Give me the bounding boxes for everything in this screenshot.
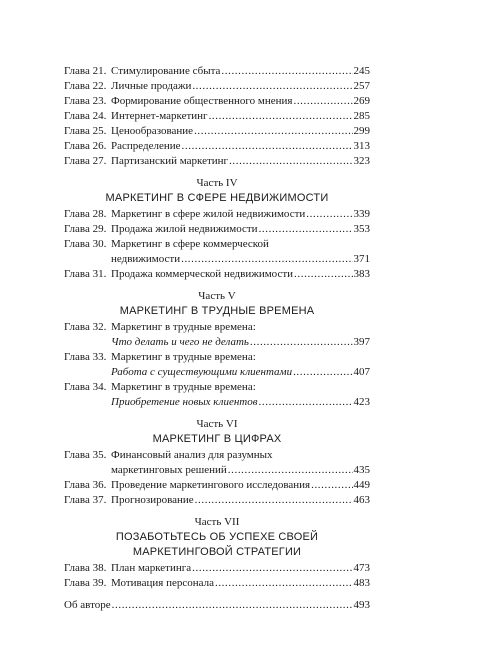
about-author-title: Об авторе bbox=[64, 599, 111, 611]
chapter-title: Маркетинг в трудные времена: bbox=[111, 381, 256, 393]
chapter-title: Продажа коммерческой недвижимости bbox=[111, 268, 294, 280]
page-number: 323 bbox=[353, 155, 370, 167]
chapter-title: Ценообразование bbox=[111, 125, 194, 137]
chapter-title: Финансовый анализ для разумных bbox=[111, 449, 273, 461]
dot-leader bbox=[293, 94, 352, 109]
part-label: Часть V bbox=[198, 290, 236, 302]
chapter-title: Стимулирование сбыта bbox=[111, 65, 221, 77]
page-number: 463 bbox=[353, 494, 370, 506]
dot-leader bbox=[259, 222, 353, 237]
chapter-number: Глава 31. bbox=[64, 268, 107, 280]
dot-leader bbox=[192, 561, 352, 576]
chapter-number: Глава 26. bbox=[64, 140, 107, 152]
chapter-number: Глава 35. bbox=[64, 449, 107, 461]
toc-entry-about bbox=[64, 598, 370, 613]
chapter-number: Глава 24. bbox=[64, 110, 107, 122]
chapter-title: Маркетинг в трудные времена: bbox=[111, 321, 256, 333]
toc-entry bbox=[64, 493, 370, 508]
page-number: 397 bbox=[353, 336, 370, 348]
toc-entry bbox=[64, 448, 370, 478]
page-number: 299 bbox=[353, 125, 370, 137]
chapter-title: Прогнозирование bbox=[111, 494, 194, 506]
page-number: 383 bbox=[353, 268, 370, 280]
toc-entry bbox=[64, 124, 370, 139]
page-number: 371 bbox=[353, 253, 370, 265]
toc-entry bbox=[64, 109, 370, 124]
chapter-title: Продажа жилой недвижимости bbox=[111, 223, 258, 235]
chapter-number: Глава 33. bbox=[64, 351, 107, 363]
dot-leader bbox=[306, 207, 352, 222]
part-title: МАРКЕТИНГ В ТРУДНЫЕ ВРЕМЕНА bbox=[119, 305, 315, 317]
dot-leader bbox=[194, 124, 352, 139]
dot-leader bbox=[250, 335, 353, 350]
chapter-number: Глава 39. bbox=[64, 577, 107, 589]
part-title: МАРКЕТИНГ В ЦИФРАХ bbox=[152, 433, 282, 445]
chapter-title: Проведение маркетингового исследования bbox=[111, 479, 311, 491]
page-number: 449 bbox=[353, 479, 370, 491]
toc-entry bbox=[64, 207, 370, 222]
toc-entry bbox=[64, 222, 370, 237]
chapter-number: Глава 38. bbox=[64, 562, 107, 574]
dot-leader bbox=[221, 64, 352, 79]
part-label: Часть VII bbox=[194, 516, 240, 528]
dot-leader bbox=[209, 109, 353, 124]
chapter-number: Глава 36. bbox=[64, 479, 107, 491]
toc-entry bbox=[64, 320, 370, 350]
chapter-title: Интернет-маркетинг bbox=[111, 110, 208, 122]
dot-leader bbox=[228, 463, 353, 478]
chapter-title: Маркетинг в трудные времена: bbox=[111, 351, 256, 363]
chapter-number: Глава 37. bbox=[64, 494, 107, 506]
page-number: 269 bbox=[353, 95, 370, 107]
toc-entry bbox=[64, 380, 370, 410]
part-title: МАРКЕТИНГ В СФЕРЕ НЕДВИЖИМОСТИ bbox=[105, 192, 329, 204]
dot-leader bbox=[311, 478, 352, 493]
chapter-title: Личные продажи bbox=[111, 80, 192, 92]
chapter-title: Мотивация персонала bbox=[111, 577, 214, 589]
chapter-number: Глава 22. bbox=[64, 80, 107, 92]
dot-leader bbox=[294, 267, 352, 282]
dot-leader bbox=[229, 154, 352, 169]
chapter-title: Формирование общественного мнения bbox=[111, 95, 293, 107]
toc-entry bbox=[64, 79, 370, 94]
chapter-title: Маркетинг в сфере жилой недвижимости bbox=[111, 208, 306, 220]
toc-entry bbox=[64, 154, 370, 169]
page-number: 245 bbox=[353, 65, 370, 77]
page-number: 493 bbox=[353, 599, 370, 611]
dot-leader bbox=[181, 252, 352, 267]
chapter-subtitle: Приобретение новых клиентов bbox=[111, 396, 258, 408]
dot-leader bbox=[192, 79, 352, 94]
chapter-number: Глава 27. bbox=[64, 155, 107, 167]
chapter-number: Глава 30. bbox=[64, 238, 107, 250]
page-number: 339 bbox=[353, 208, 370, 220]
toc-entry bbox=[64, 94, 370, 109]
dot-leader bbox=[259, 395, 353, 410]
chapter-number: Глава 23. bbox=[64, 95, 107, 107]
chapter-subtitle: Работа с существующими клиентами bbox=[111, 366, 293, 378]
page-number: 353 bbox=[353, 223, 370, 235]
part-label: Часть VI bbox=[196, 418, 238, 430]
page-number: 435 bbox=[353, 464, 370, 476]
chapter-title: Партизанский маркетинг bbox=[111, 155, 229, 167]
page-number: 257 bbox=[353, 80, 370, 92]
toc-entry bbox=[64, 576, 370, 591]
chapter-title: План маркетинга bbox=[111, 562, 192, 574]
page-number: 407 bbox=[353, 366, 370, 378]
toc-entry bbox=[64, 267, 370, 282]
part-title: ПОЗАБОТЬТЕСЬ ОБ УСПЕХЕ СВОЕЙ МАРКЕТИНГОВОЙ СТРАТЕГИИ bbox=[115, 531, 319, 558]
chapter-number: Глава 29. bbox=[64, 223, 107, 235]
table-of-contents bbox=[64, 64, 370, 613]
dot-leader bbox=[195, 493, 353, 508]
dot-leader bbox=[293, 365, 352, 380]
chapter-title: Маркетинг в сфере коммерческой bbox=[111, 238, 269, 250]
chapter-subtitle: Что делать и чего не делать bbox=[111, 336, 249, 348]
chapter-title-continued: маркетинговых решений bbox=[111, 464, 227, 476]
chapter-number: Глава 25. bbox=[64, 125, 107, 137]
toc-entry bbox=[64, 139, 370, 154]
dot-leader bbox=[182, 139, 353, 154]
toc-entry bbox=[64, 478, 370, 493]
page-number: 423 bbox=[353, 396, 370, 408]
chapter-title-continued: недвижимости bbox=[111, 253, 181, 265]
chapter-number: Глава 34. bbox=[64, 381, 107, 393]
toc-entry bbox=[64, 64, 370, 79]
page-number: 483 bbox=[353, 577, 370, 589]
dot-leader bbox=[215, 576, 353, 591]
page-number: 473 bbox=[353, 562, 370, 574]
chapter-number: Глава 32. bbox=[64, 321, 107, 333]
part-label: Часть IV bbox=[196, 177, 238, 189]
toc-entry bbox=[64, 561, 370, 576]
dot-leader bbox=[112, 598, 353, 613]
page-number: 285 bbox=[353, 110, 370, 122]
page-number: 313 bbox=[353, 140, 370, 152]
toc-entry bbox=[64, 237, 370, 267]
toc-entry bbox=[64, 350, 370, 380]
chapter-number: Глава 28. bbox=[64, 208, 107, 220]
chapter-number: Глава 21. bbox=[64, 65, 107, 77]
chapter-title: Распределение bbox=[111, 140, 181, 152]
